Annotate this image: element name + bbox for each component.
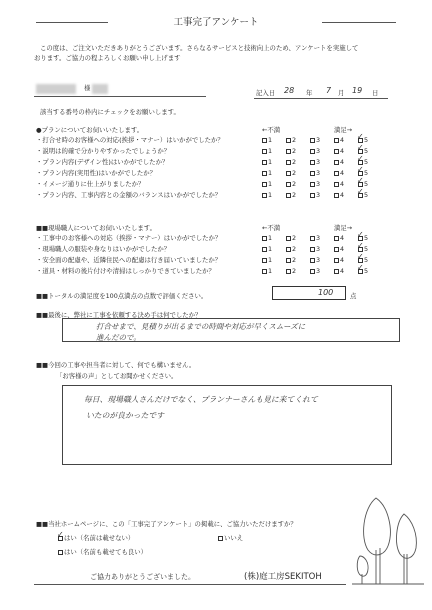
section2-row-2: ・現場職人の服装や身なりはいかがでしたか？ 1 2 3 4 5 ✓ — [36, 241, 369, 253]
rating-option-3[interactable] — [310, 267, 320, 275]
rating-option-label: 2 — [292, 245, 297, 253]
rating-option-label: 1 — [268, 180, 273, 188]
closing-text: ご協力ありがとうございました。 — [90, 573, 195, 581]
section2-heading: ■■現場職人についてお伺いいたします。 — [36, 224, 157, 232]
feedback-answer-2: いたのが良かったです — [86, 411, 164, 420]
title-line-right — [322, 22, 396, 23]
overall-score: 100 — [318, 288, 334, 297]
rating-option-label: 4 — [340, 169, 345, 177]
rating-option-label: 3 — [316, 169, 321, 177]
checkbox-icon — [334, 247, 339, 252]
rating-option-4[interactable] — [334, 180, 344, 188]
company-name: (株)庭工房SEKITOH — [244, 572, 322, 582]
checkmark-icon: ✓ — [357, 241, 364, 250]
rating-option-3[interactable] — [310, 234, 320, 242]
rating-option-label: 4 — [340, 158, 345, 166]
closing-underline — [34, 584, 346, 585]
rating-option-label: 1 — [268, 234, 273, 242]
checkbox-icon — [218, 536, 223, 541]
rating-option-label: 5 — [364, 191, 369, 199]
checkbox-icon — [262, 236, 267, 241]
checkbox-icon — [334, 149, 339, 154]
rating-option-label: 5 — [364, 147, 369, 155]
rating-option-label: 1 — [268, 147, 273, 155]
checkbox-icon — [286, 269, 291, 274]
rating-option-label: 5 — [364, 256, 369, 264]
checkbox-icon — [286, 171, 291, 176]
checkbox-icon — [334, 160, 339, 165]
date-day: 19 — [352, 86, 363, 95]
checkbox-icon — [310, 193, 315, 198]
rating-option-4[interactable] — [334, 169, 344, 177]
rating-option-label: 4 — [340, 147, 345, 155]
checkmark-icon: ✓ — [357, 154, 364, 163]
rating-option-label: 3 — [316, 136, 321, 144]
feedback-sublabel: 「お客様の声」としてお聞かせください。 — [56, 372, 178, 380]
checkbox-icon — [262, 193, 267, 198]
checkbox-icon — [310, 182, 315, 187]
rating-option-2[interactable] — [286, 158, 296, 166]
rating-option-1[interactable] — [262, 136, 272, 144]
checkbox-icon — [286, 149, 291, 154]
customer-name: 様 — [84, 84, 91, 92]
section1-row-6: ・プラン内容、工事内容との金額のバランスはいかがでしたか？ 1 2 3 4 5 ✓ — [36, 187, 369, 199]
section1-row-4: ・プラン内容(実用性)はいかがでしたか？ 1 2 3 4 5 ✓ — [36, 165, 369, 177]
rating-option-1[interactable] — [262, 267, 272, 275]
rating-option-2[interactable] — [286, 169, 296, 177]
checkbox-icon — [310, 138, 315, 143]
checkmark-icon: ✓ — [357, 252, 364, 261]
checkbox-icon — [334, 182, 339, 187]
overall-score-box — [272, 286, 346, 300]
rating-option-label: 5 — [364, 136, 369, 144]
rating-option-2[interactable] — [286, 136, 296, 144]
checkmark-icon: ✓ — [357, 230, 364, 239]
rating-option-1[interactable] — [262, 180, 272, 188]
checkbox-icon — [334, 236, 339, 241]
rating-option-3[interactable] — [310, 180, 320, 188]
checkbox-icon — [286, 138, 291, 143]
rating-option-3[interactable] — [310, 169, 320, 177]
checkmark-icon: ✓ — [357, 176, 364, 185]
section1-row-2: ・説明は的確で分かりやすかったでしょうか？ 1 2 3 4 5 ✓ — [36, 143, 369, 155]
section2-row-4: ・道具・材料の後片付けや清掃はしっかりできていましたか？ 1 2 3 4 5 ✓ — [36, 263, 369, 275]
rating-option-2[interactable] — [286, 191, 296, 199]
rating-option-label: 1 — [268, 256, 273, 264]
rating-option-2[interactable] — [286, 180, 296, 188]
rating-option-label: 5 — [364, 245, 369, 253]
homepage-label: ■■当社ホームページに、この「工事完了アンケート」の掲載に、ご協力いただけますか？ — [36, 520, 297, 528]
section1-heading: ●プランについてお伺いいたします。 — [36, 126, 144, 134]
rating-option-label: 5 — [364, 234, 369, 242]
trees-illustration — [348, 478, 428, 590]
intro-line-1: この度は、ご注文いただきありがとうございます。さらなるサービスと技術向上のため、アンケートを実施して — [40, 44, 359, 52]
section2-row-3: ・安全面の配慮や、近隣住民への配慮は行き届いていましたか？ 1 2 3 4 5 ✓ — [36, 252, 369, 264]
rating-option-3[interactable] — [310, 191, 320, 199]
checkbox-icon — [334, 171, 339, 176]
customer-name-underline — [34, 96, 206, 97]
rating-option-4[interactable] — [334, 245, 344, 253]
rating-option-label: 1 — [268, 158, 273, 166]
instruction: 該当する番号の枠内にチェックをお願いします。 — [40, 108, 180, 116]
rating-option-label: 3 — [316, 245, 321, 253]
date-day-unit: 日 — [372, 89, 379, 97]
checkbox-icon — [286, 193, 291, 198]
rating-option-5[interactable] — [357, 187, 369, 199]
rating-option-label: 3 — [316, 267, 321, 275]
rating-option-label: 2 — [292, 234, 297, 242]
checkbox-icon — [286, 160, 291, 165]
rating-option-4[interactable] — [334, 136, 344, 144]
date-underline — [254, 98, 388, 99]
rating-option-2[interactable] — [286, 234, 296, 242]
checkbox-icon — [262, 258, 267, 263]
reason-answer-1: 打合せまで、見積りが出るまでの時間や対応が早くスムーズに — [96, 322, 306, 331]
checkbox-icon — [310, 160, 315, 165]
rating-option-label: 2 — [292, 267, 297, 275]
checkbox-icon — [262, 138, 267, 143]
rating-option-4[interactable] — [334, 267, 344, 275]
checkmark-icon: ✓ — [357, 165, 364, 174]
rating-option-label: 5 — [364, 169, 369, 177]
rating-option-label: 4 — [340, 256, 345, 264]
checkmark-icon: ✓ — [357, 132, 364, 141]
checkmark-icon: ✓ — [357, 263, 364, 272]
rating-option-4[interactable] — [334, 234, 344, 242]
reason-answer-2: 進んだので。 — [96, 333, 141, 342]
checkbox-icon — [262, 182, 267, 187]
rating-option-3[interactable] — [310, 256, 320, 264]
rating-option-label: 2 — [292, 147, 297, 155]
customer-name-redacted — [36, 84, 76, 94]
rating-option-5[interactable] — [357, 263, 369, 275]
checkbox-icon — [310, 171, 315, 176]
rating-option-label: 4 — [340, 136, 345, 144]
rating-option-label: 2 — [292, 136, 297, 144]
checkbox-icon — [262, 269, 267, 274]
checkbox-icon — [286, 236, 291, 241]
homepage-option-no[interactable]: いいえ — [218, 534, 243, 542]
rating-option-3[interactable] — [310, 245, 320, 253]
rating-option-1[interactable] — [262, 245, 272, 253]
scale-left-2: ←不満 — [262, 224, 281, 232]
rating-option-4[interactable] — [334, 256, 344, 264]
rating-option-label: 2 — [292, 180, 297, 188]
rating-option-label: 2 — [292, 169, 297, 177]
rating-option-label: 4 — [340, 180, 345, 188]
rating-option-label: 2 — [292, 256, 297, 264]
rating-option-label: 5 — [364, 267, 369, 275]
rating-option-2[interactable] — [286, 147, 296, 155]
title-line-left — [36, 22, 108, 23]
checkbox-icon — [334, 138, 339, 143]
rating-option-label: 2 — [292, 191, 297, 199]
scale-left-1: ←不満 — [262, 126, 281, 134]
checkbox-icon — [310, 236, 315, 241]
rating-option-label: 4 — [340, 267, 345, 275]
rating-option-label: 4 — [340, 245, 345, 253]
feedback-label: ■■今回の工事や担当者に対して、何でも構いません。 — [36, 361, 196, 369]
rating-option-1[interactable] — [262, 158, 272, 166]
rating-option-label: 2 — [292, 158, 297, 166]
checkbox-icon — [286, 258, 291, 263]
date-month: 7 — [326, 86, 332, 95]
scale-right-1: 満足→ — [334, 126, 353, 134]
rating-option-label: 4 — [340, 191, 345, 199]
checkbox-icon — [286, 182, 291, 187]
rating-option-2[interactable] — [286, 245, 296, 253]
section1-row-5: ・イメージ通りに仕上がりましたか？ 1 2 3 4 5 ✓ — [36, 176, 369, 188]
rating-option-1[interactable] — [262, 191, 272, 199]
rating-option-1[interactable] — [262, 147, 272, 155]
customer-name-redacted-2 — [92, 84, 108, 94]
date-year: 28 — [284, 86, 295, 95]
rating-option-4[interactable] — [334, 147, 344, 155]
checkbox-icon — [310, 269, 315, 274]
date-month-unit: 月 — [338, 89, 345, 97]
homepage-option-yes-anon[interactable]: はい（名前は載せない） — [58, 534, 134, 542]
checkbox-icon — [334, 258, 339, 263]
checkbox-icon — [310, 247, 315, 252]
checkbox-icon — [262, 247, 267, 252]
rating-option-label: 3 — [316, 180, 321, 188]
scale-right-2: 満足→ — [334, 224, 353, 232]
checkmark-icon: ✓ — [357, 143, 364, 152]
overall-unit: 点 — [350, 292, 357, 300]
rating-option-3[interactable] — [310, 136, 320, 144]
rating-option-label: 1 — [268, 245, 273, 253]
rating-option-label: 3 — [316, 147, 321, 155]
homepage-option-yes-named[interactable]: はい（名前も載せても良い） — [58, 548, 147, 556]
overall-label: ■■トータルの満足度を100点満点の点数で評価ください。 — [36, 292, 208, 300]
rating-option-label: 1 — [268, 191, 273, 199]
rating-option-label: 3 — [316, 256, 321, 264]
reason-label: ■■最後に、弊社に工事を依頼する決め手は何でしたか？ — [36, 311, 202, 319]
checkbox-icon — [334, 269, 339, 274]
rating-option-4[interactable] — [334, 191, 344, 199]
rating-option-label: 3 — [316, 234, 321, 242]
checkbox-icon — [262, 149, 267, 154]
date-label: 記入日 — [256, 89, 276, 97]
rating-option-label: 1 — [268, 267, 273, 275]
feedback-answer-1: 毎日、現場職人さんだけでなく、プランナーさんも見に来てくれて — [84, 395, 318, 404]
checkbox-icon — [262, 171, 267, 176]
rating-option-label: 1 — [268, 169, 273, 177]
rating-option-label: 3 — [316, 158, 321, 166]
rating-option-3[interactable] — [310, 147, 320, 155]
checkmark-icon: ✓ — [357, 187, 364, 196]
checkbox-icon — [58, 550, 63, 555]
page-title: 工事完了アンケート — [173, 17, 259, 28]
rating-option-label: 5 — [364, 180, 369, 188]
checkbox-icon — [310, 258, 315, 263]
checkbox-icon — [262, 160, 267, 165]
rating-option-1[interactable] — [262, 169, 272, 177]
rating-option-label: 4 — [340, 234, 345, 242]
section2-row-1: ・工事中のお客様への対応（挨拶・マナー）はいかがでしたか？ 1 2 3 4 5 ✓ — [36, 230, 369, 242]
rating-option-label: 3 — [316, 191, 321, 199]
section1-row-3: ・プラン内容(デザイン性)はいかがでしたか？ 1 2 3 4 5 ✓ — [36, 154, 369, 166]
rating-option-label: 1 — [268, 136, 273, 144]
rating-option-1[interactable] — [262, 234, 272, 242]
intro-line-2: おります。ご協力の程よろしくお願い申し上げます — [34, 54, 181, 62]
rating-option-2[interactable] — [286, 256, 296, 264]
rating-option-3[interactable] — [310, 158, 320, 166]
checkbox-icon — [310, 149, 315, 154]
homepage-checkmark: ✓ — [57, 530, 64, 539]
rating-option-1[interactable] — [262, 256, 272, 264]
checkbox-icon — [286, 247, 291, 252]
checkbox-icon — [334, 193, 339, 198]
rating-option-label: 5 — [364, 158, 369, 166]
rating-option-4[interactable] — [334, 158, 344, 166]
rating-option-2[interactable] — [286, 267, 296, 275]
section1-row-1: ・打合せ時のお客様への対応(挨拶・マナー）はいかがでしたか？ 1 2 3 4 5 ✓ — [36, 132, 369, 144]
date-year-unit: 年 — [306, 89, 313, 97]
